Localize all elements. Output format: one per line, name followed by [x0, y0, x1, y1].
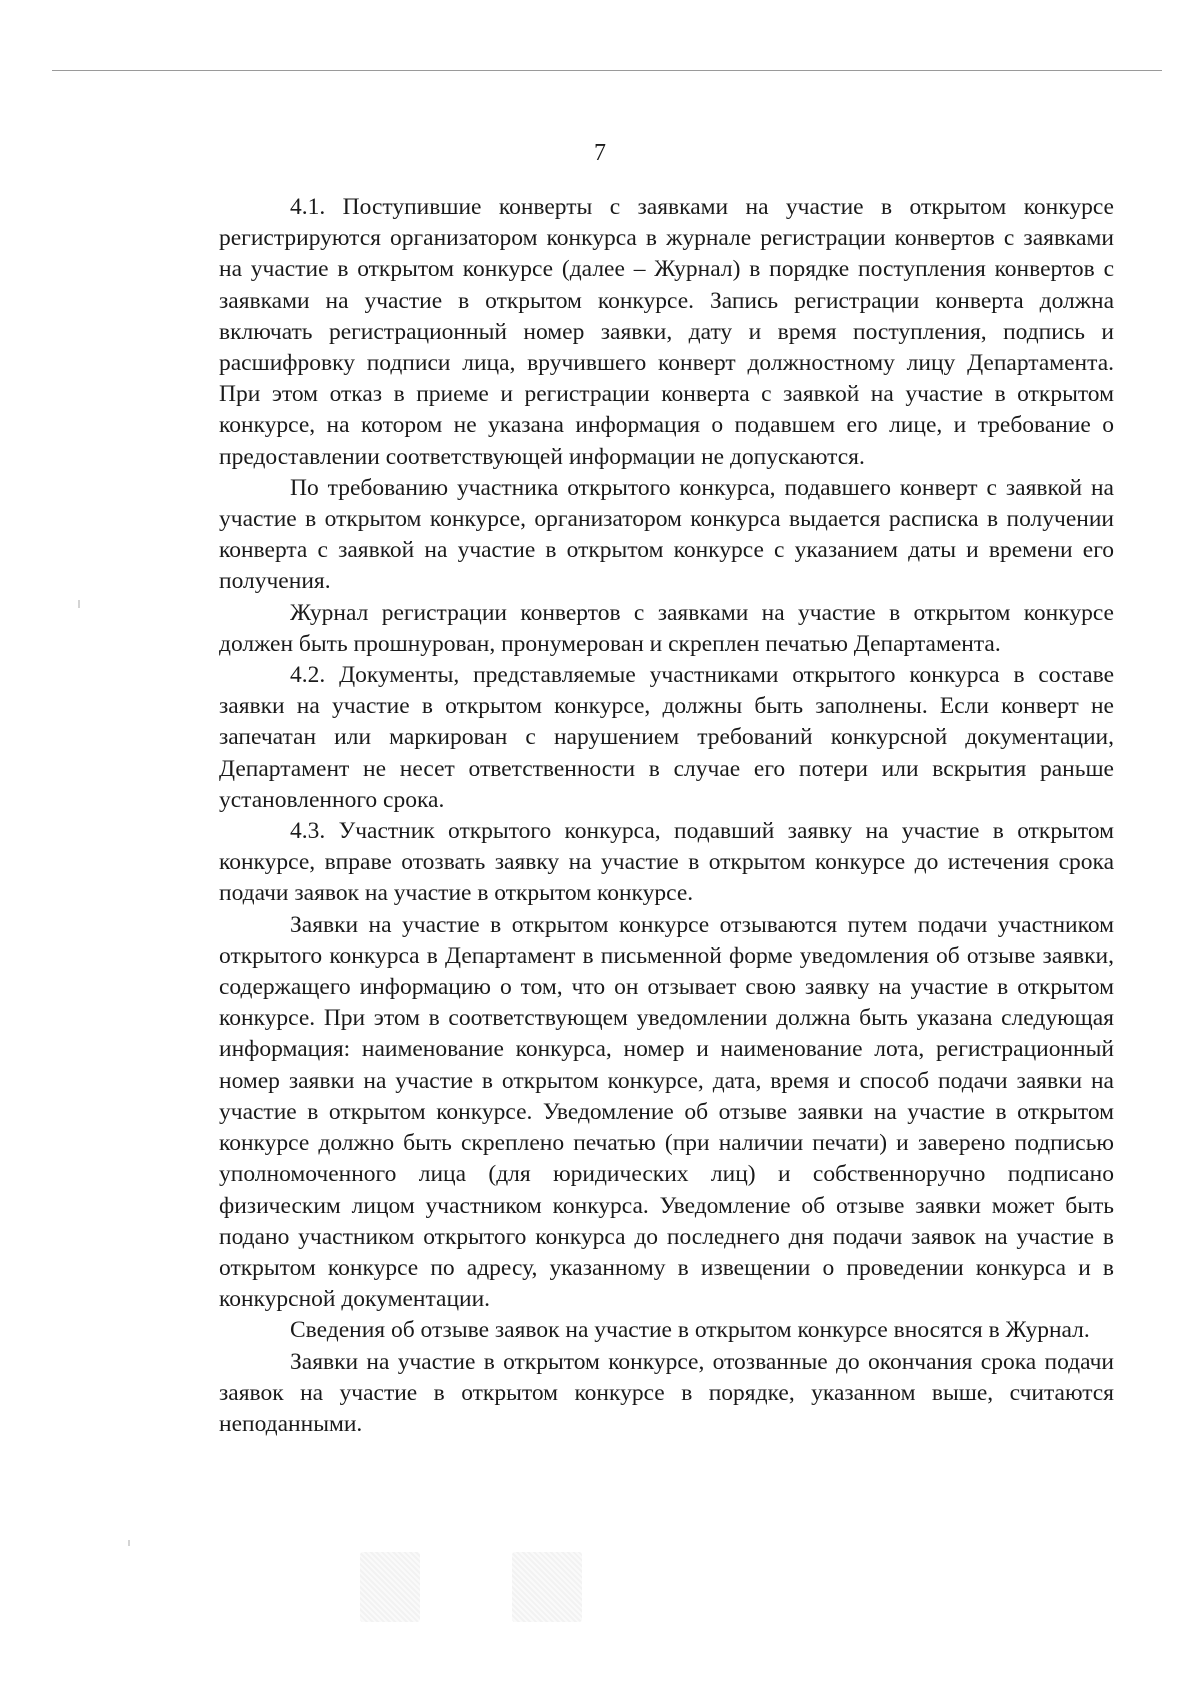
scan-speck: [128, 1540, 130, 1546]
paragraph-4-2: 4.2. Документы, представляемые участниками открытого конкурса в составе заявки на участие в открытом конкурсе, должны быть заполнены. Если конверт не запечатан или маркирован с нарушением требований конкурсной документации, Департамент не несет ответственности в случае его потери или вскрытия раньше установленного срока.: [219, 662, 1114, 813]
scan-smudge: [512, 1552, 582, 1622]
scan-top-rule: [52, 70, 1162, 71]
paragraph-receipt: По требованию участника открытого конкурса, подавшего конверт с заявкой на участие в открытом конкурсе, организатором конкурса выдается расписка в получении конверта с заявкой на участие в открытом конкурсе с указанием даты и времени его получения.: [219, 474, 1114, 595]
scan-smudge: [360, 1552, 420, 1622]
paragraph-withdrawal: Заявки на участие в открытом конкурсе отзываются путем подачи участником открытого конкурса в Департамент в письменной форме уведомления об отзыве заявки, содержащего информацию о том, что он отзывает свою заявку на участие в открытом конкурсе. При этом в соответствующем уведомлении должна быть указана следующая информация: наименование конкурса, номер и наименование лота, регистрационный номер заявки на участие в открытом конкурсе, дата, время и способ подачи заявки на участие в открытом конкурсе. Уведомление об отзыве заявки на участие в открытом конкурсе должно быть скреплено печатью (при наличии печати) и заверено подписью уполномоченного лица (для юридических лиц) и собственноручно подписано физическим лицом участником конкурса. Уведомление об отзыве заявки может быть подано участником открытого конкурса до последнего дня подачи заявок на участие в открытом конкурсе по адресу, указанному в извещении о проведении конкурса и в конкурсной документации.: [219, 911, 1114, 1313]
paragraph-4-1: 4.1. Поступившие конверты с заявками на участие в открытом конкурсе регистрируются организатором конкурса в журнале регистрации конвертов с заявками на участие в открытом конкурсе (далее – Журнал) в порядке поступления конвертов с заявками на участие в открытом конкурсе. Запись регистрации конверта должна включать регистрационный номер заявки, дату и время поступления, подпись и расшифровку подписи лица, вручившего конверт должностному лицу Департамента. При этом отказ в приеме и регистрации конверта с заявкой на участие в открытом конкурсе, на котором не указана информация о подавшем его лице, и требование о предоставлении соответствующей информации не допускаются.: [219, 194, 1114, 470]
paragraph-journal: Журнал регистрации конвертов с заявками на участие в открытом конкурсе должен быть прошнурован, пронумерован и скреплен печатью Департамента.: [219, 599, 1114, 657]
paragraph-journal-entry: Сведения об отзыве заявок на участие в открытом конкурсе вносятся в Журнал.: [290, 1317, 1090, 1344]
paragraph-not-submitted: Заявки на участие в открытом конкурсе, отозванные до окончания срока подачи заявок на участие в открытом конкурсе в порядке, указанном выше, считаются неподанными.: [219, 1348, 1114, 1437]
page-number: 7: [594, 140, 606, 166]
scan-speck: [78, 600, 80, 608]
document-body: [219, 192, 1114, 1440]
paragraph-4-3: 4.3. Участник открытого конкурса, подавший заявку на участие в открытом конкурсе, вправе отозвать заявку на участие в открытом конкурсе до истечения срока подачи заявок на участие в открытом конкурсе.: [219, 818, 1114, 907]
